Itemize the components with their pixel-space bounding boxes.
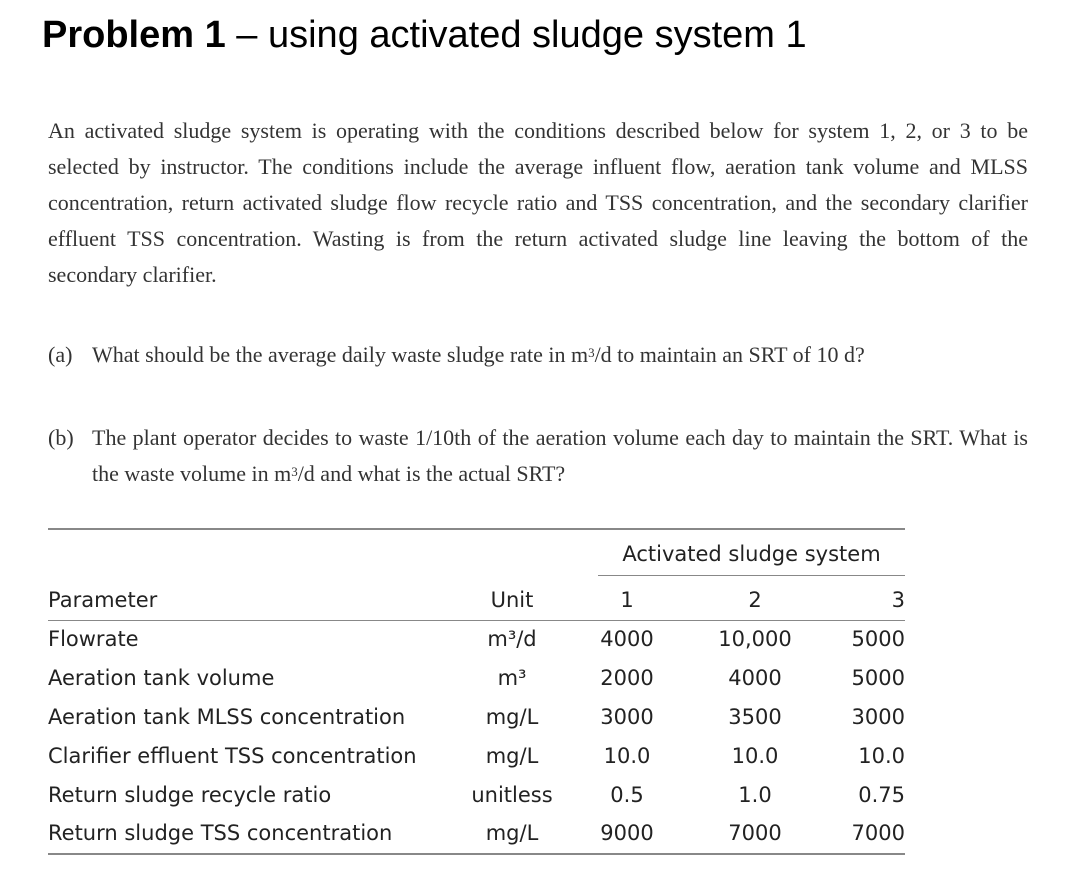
question-b-text: [92, 420, 1028, 492]
table-header-rule: [48, 620, 905, 621]
row-parameter: Flowrate: [48, 627, 139, 651]
table-bottom-rule: [48, 853, 905, 855]
title-bold: Problem 1: [42, 14, 226, 56]
row-value-s2: 10,000: [718, 627, 792, 651]
row-parameter: Aeration tank MLSS concentration: [48, 705, 406, 729]
table-group-header: Activated sludge system: [622, 542, 881, 566]
row-unit: mg/L: [485, 744, 539, 768]
row-unit: unitless: [471, 783, 553, 807]
row-value-s3: 0.75: [858, 783, 905, 807]
header-parameter: Parameter: [48, 588, 158, 612]
question-a: [48, 337, 1028, 373]
question-b-sup: 3: [291, 464, 298, 479]
row-value-s1: 10.0: [603, 744, 651, 768]
question-a-sup: 3: [588, 345, 595, 360]
row-value-s2: 10.0: [731, 744, 779, 768]
question-a-post: /d to maintain an SRT of 10 d?: [594, 342, 865, 367]
row-value-s3: 5000: [851, 666, 905, 690]
question-b-post: /d and what is the actual SRT?: [297, 461, 566, 486]
row-parameter: Clarifier effluent TSS concentration: [48, 744, 417, 768]
row-value-s2: 1.0: [738, 783, 772, 807]
row-value-s1: 4000: [600, 627, 654, 651]
row-unit: mg/L: [485, 821, 539, 845]
question-a-pre: What should be the average daily waste sludge rate in m: [92, 342, 589, 367]
question-a-text: [92, 337, 1028, 373]
question-b-label: (b): [48, 425, 74, 450]
title-rest: – using activated sludge system 1: [225, 14, 807, 56]
row-value-s1: 2000: [600, 666, 654, 690]
row-value-s1: 9000: [600, 821, 654, 845]
header-system-2: 2: [748, 588, 762, 612]
row-unit: mg/L: [485, 705, 539, 729]
row-value-s3: 3000: [851, 705, 905, 729]
row-unit: m³/d: [487, 627, 537, 651]
header-system-1: 1: [620, 588, 634, 612]
row-value-s3: 10.0: [858, 744, 905, 768]
table-top-rule: [48, 528, 905, 530]
row-parameter: Return sludge recycle ratio: [48, 783, 332, 807]
table-group-rule: [598, 575, 905, 576]
header-system-3: 3: [891, 588, 905, 612]
question-b-pre: The plant operator decides to waste 1/10th of the aeration volume each day to maintain the SRT. What is the waste volume in m: [92, 425, 1028, 486]
row-value-s2: 3500: [728, 705, 782, 729]
row-unit: m³: [497, 666, 527, 690]
row-value-s2: 4000: [728, 666, 782, 690]
row-parameter: Aeration tank volume: [48, 666, 275, 690]
row-value-s1: 3000: [600, 705, 654, 729]
question-b: [48, 420, 1028, 492]
question-a-label: (a): [48, 342, 73, 367]
row-parameter: Return sludge TSS concentration: [48, 821, 393, 845]
row-value-s3: 5000: [851, 627, 905, 651]
row-value-s1: 0.5: [610, 783, 644, 807]
row-value-s2: 7000: [728, 821, 782, 845]
intro-paragraph: An activated sludge system is operating with the conditions described below for system 1, 2, or 3 to be selected by instructor. The conditions include the average influent flow, aeration tank volume and MLSS concentration, return activated sludge flow recycle ratio and TSS concentration, and the secondary clarifier effluent TSS concentration. Wasting is from the return activated sludge line leaving the bottom of the secondary clarifier.: [48, 118, 1028, 287]
row-value-s3: 7000: [851, 821, 905, 845]
header-unit: Unit: [490, 588, 534, 612]
page-title: [42, 14, 807, 57]
